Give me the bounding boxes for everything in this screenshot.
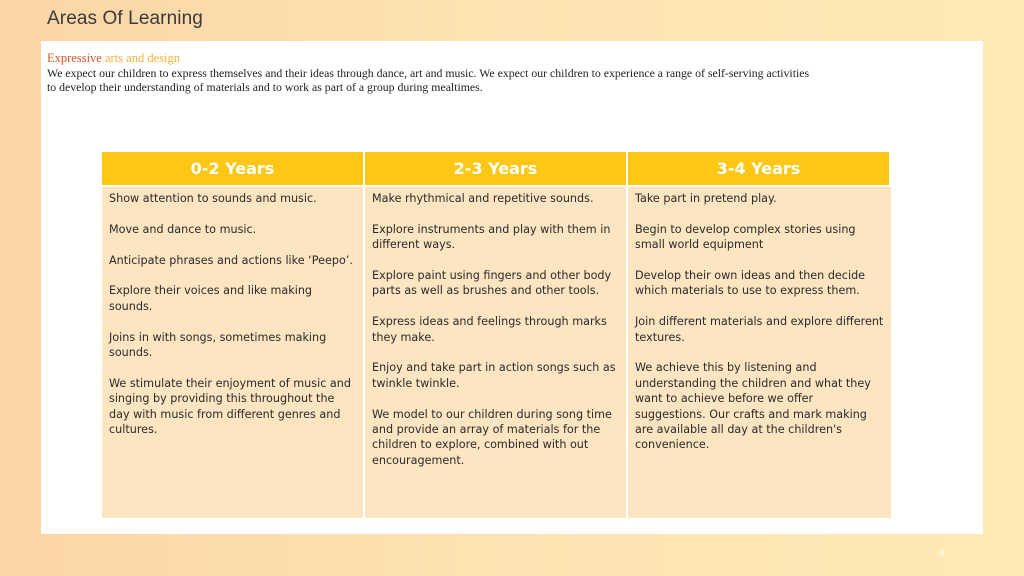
table-item: Begin to develop complex stories using small world equipment bbox=[635, 222, 856, 252]
header-3-4-years: 3-4 Years bbox=[628, 152, 891, 187]
column-2-3-years bbox=[365, 187, 628, 518]
content-panel bbox=[41, 41, 983, 534]
column-3-4-years bbox=[628, 187, 891, 518]
heading-lead: Expressive bbox=[47, 51, 102, 65]
intro-line-1: We expect our children to express themselves and their ideas through dance, art and music. We expect our children to experience a range of self-serving activities bbox=[47, 66, 810, 80]
table-item: Explore instruments and play with them in different ways. bbox=[372, 222, 611, 252]
table-item: Explore their voices and like making sounds. bbox=[109, 284, 313, 313]
table-item: Joins in with songs, sometimes making sounds. bbox=[109, 330, 327, 359]
table-item: Move and dance to music. bbox=[109, 222, 257, 236]
table-item: Express ideas and feelings through marks they make. bbox=[372, 315, 607, 344]
table-item: Enjoy and take part in action songs such as twinkle twinkle. bbox=[372, 361, 616, 390]
intro-section bbox=[47, 51, 927, 94]
column-0-2-years bbox=[102, 187, 365, 518]
heading-rest: arts and design bbox=[101, 51, 180, 65]
intro-line-2: to develop their understanding of materials and to work as part of a group during mealtimes. bbox=[47, 80, 483, 94]
page-number: 9 bbox=[938, 549, 944, 558]
table-item: Join different materials and explore different textures. bbox=[635, 315, 884, 344]
header-2-3-years: 2-3 Years bbox=[365, 152, 628, 187]
table-item: Show attention to sounds and music. bbox=[109, 192, 317, 205]
table-item: Explore paint using fingers and other body parts as well as brushes and other tools. bbox=[372, 269, 612, 298]
section-heading bbox=[47, 51, 927, 66]
table-item: We model to our children during song time and provide an array of materials for the children to explore, combined with out encouragement. bbox=[372, 407, 612, 467]
table-item: We stimulate their enjoyment of music and singing by providing this throughout the day with music from different genres and cultures. bbox=[109, 376, 351, 437]
table-item: Anticipate phrases and actions like ‘Peepo’. bbox=[109, 253, 353, 267]
table-item: We achieve this by listening and understanding the children and what they want to achieve before we offer suggestions. Our crafts and mark making are available all day at the children's convenience. bbox=[635, 361, 871, 452]
table-item: Make rhythmical and repetitive sounds. bbox=[372, 192, 594, 205]
slide-title: Areas Of Learning bbox=[47, 8, 203, 29]
age-table bbox=[102, 152, 891, 518]
table-item: Take part in pretend play. bbox=[635, 192, 777, 205]
table-item: Develop their own ideas and then decide which materials to use to express them. bbox=[635, 269, 866, 298]
header-0-2-years: 0-2 Years bbox=[102, 152, 365, 187]
